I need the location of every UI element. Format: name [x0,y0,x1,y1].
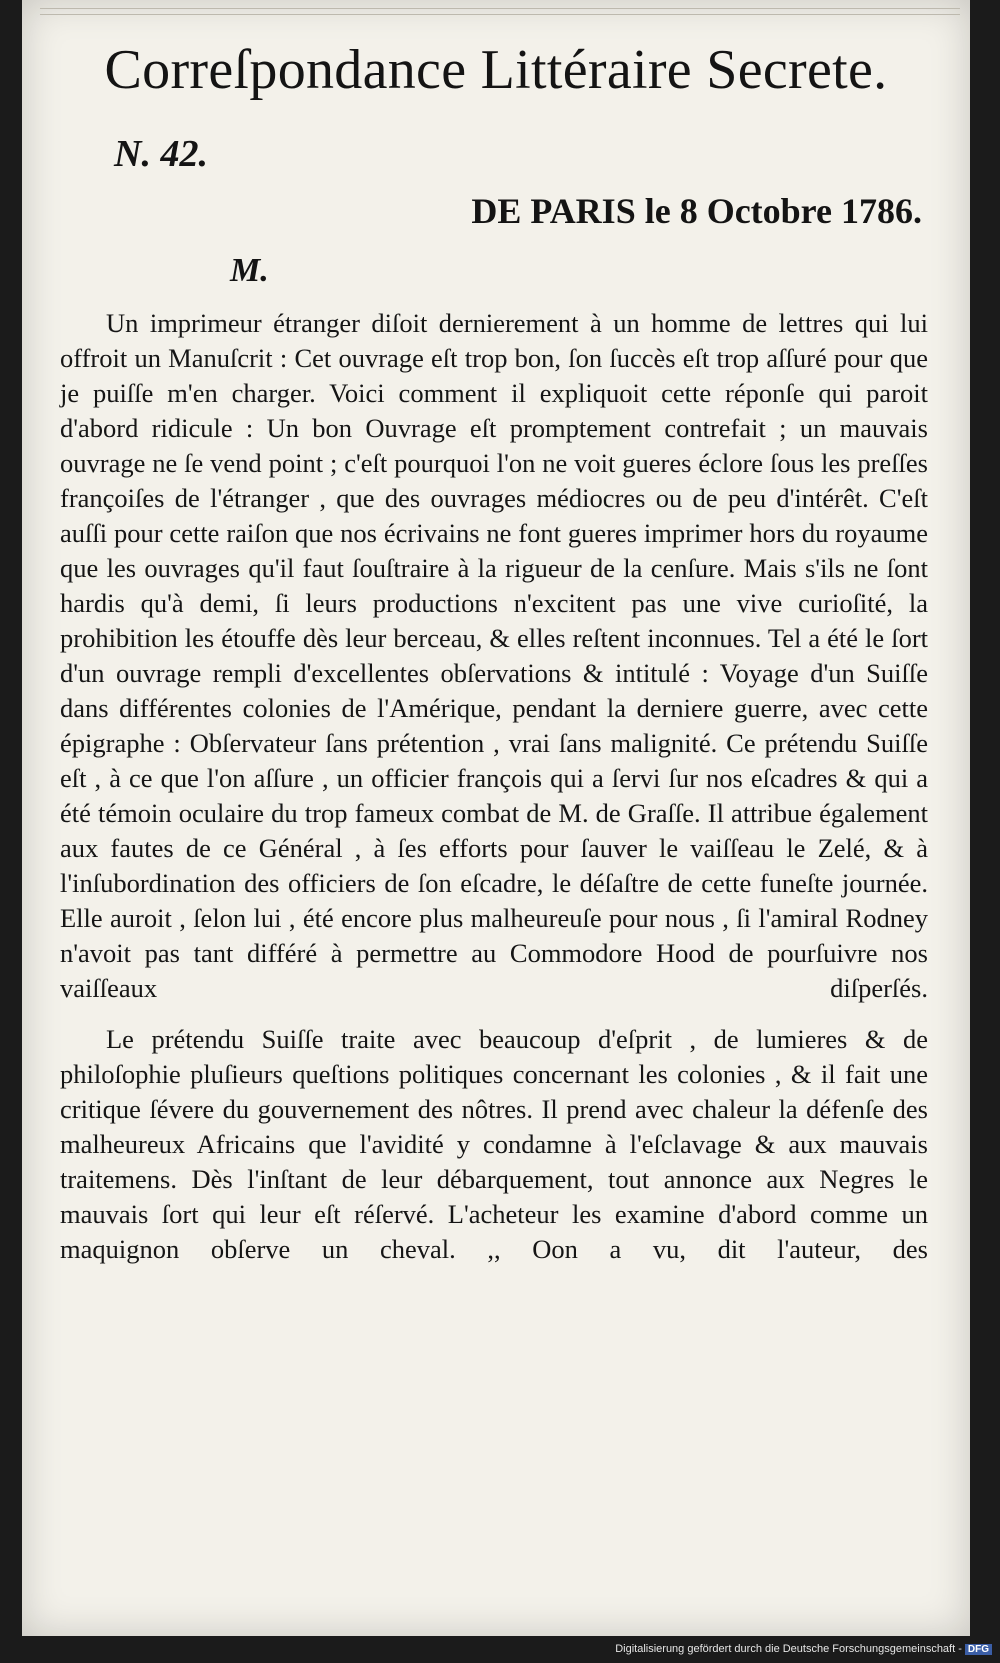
paragraph-2: Le prétendu Suiſſe traite avec beaucoup d'eſprit , de lumieres & de philoſophie pluſieurs queſtions politiques concernant les colonies , & il fait une critique ſévere du gouvernement des nôtres. Il prend avec chaleur la défenſe des malheureux Africains que l'avidité y condamne à l'eſclavage & aux mauvais traitemens. Dès l'inſtant de leur débarquement, tout annonce aux Negres le mauvais ſort qui leur eſt réſervé. L'acheteur les examine d'abord comme un maquignon obſerve un cheval. ,, Oon a vu, dit l'auteur, des [60,1024,928,1264]
top-rule [40,8,960,9]
dfg-logo-badge: DFG [965,1644,992,1655]
footer-text: Digitalisierung gefördert durch die Deutsche Forschungsgemeinschaft - [615,1643,962,1655]
masthead-title: Correſpondance Littéraire Secrete. [104,39,888,101]
digitization-footer [615,1643,992,1655]
issue-number: N. 42. [114,133,208,175]
paragraph-1: Un imprimeur étranger diſoit dernierement à un homme de lettres qui lui offroit un Manuſcrit : Cet ouvrage eſt trop bon, ſon ſuccès eſt trop aſſuré pour que je puiſſe m'en charger. Voici comment il expliquoit cette réponſe qui paroit d'abord ridicule : Un bon Ouvrage eſt promptement contrefait ; un mauvais ouvrage ne ſe vend point ; c'eſt pourquoi l'on ne voit gueres éclore ſous les preſſes françoiſes de l'étranger , que des ouvrages médiocres ou de peu d'intérêt. C'eſt auſſi pour cette raiſon que nos écrivains ne font gueres imprimer hors du royaume que les ouvrages qu'il faut ſouſtraire à la rigueur de la cenſure. Mais s'ils ne ſont hardis qu'à demi, ſi leurs productions n'excitent pas une vive curioſité, la prohibition les étouffe dès leur berceau, & elles reſtent inconnues. Tel a été le ſort d'un ouvrage rempli d'excellentes obſervations & intitulé : Voyage d'un Suiſſe dans différentes colonies de l'Amérique, pendant la derniere guerre, avec cette épigraphe : Obſervateur ſans prétention , vrai ſans malignité. Ce prétendu Suiſſe eſt , à ce que l'on aſſure , un officier françois qui a ſervi ſur nos eſcadres & qui a été témoin oculaire du trop fameux combat de M. de Graſſe. Il attribue également aux fautes de ce Général , à ſes efforts pour ſauver le vaiſſeau le Zelé, & à l'inſubordination des officiers de ſon eſcadre, le déſaſtre de cette funeſte journée. Elle auroit , ſelon lui , été encore plus malheureuſe pour nous , ſi l'amiral Rodney n'avoit pas tant différé à permettre au Commodore Hood de pourſuivre nos vaiſſeaux diſperſés. [60,308,928,1003]
salutation: M. [230,252,269,289]
dateline: DE PARIS le 8 Octobre 1786. [471,191,922,231]
document-page [22,0,970,1636]
top-rule-secondary [40,14,960,15]
body-text [60,306,928,1267]
